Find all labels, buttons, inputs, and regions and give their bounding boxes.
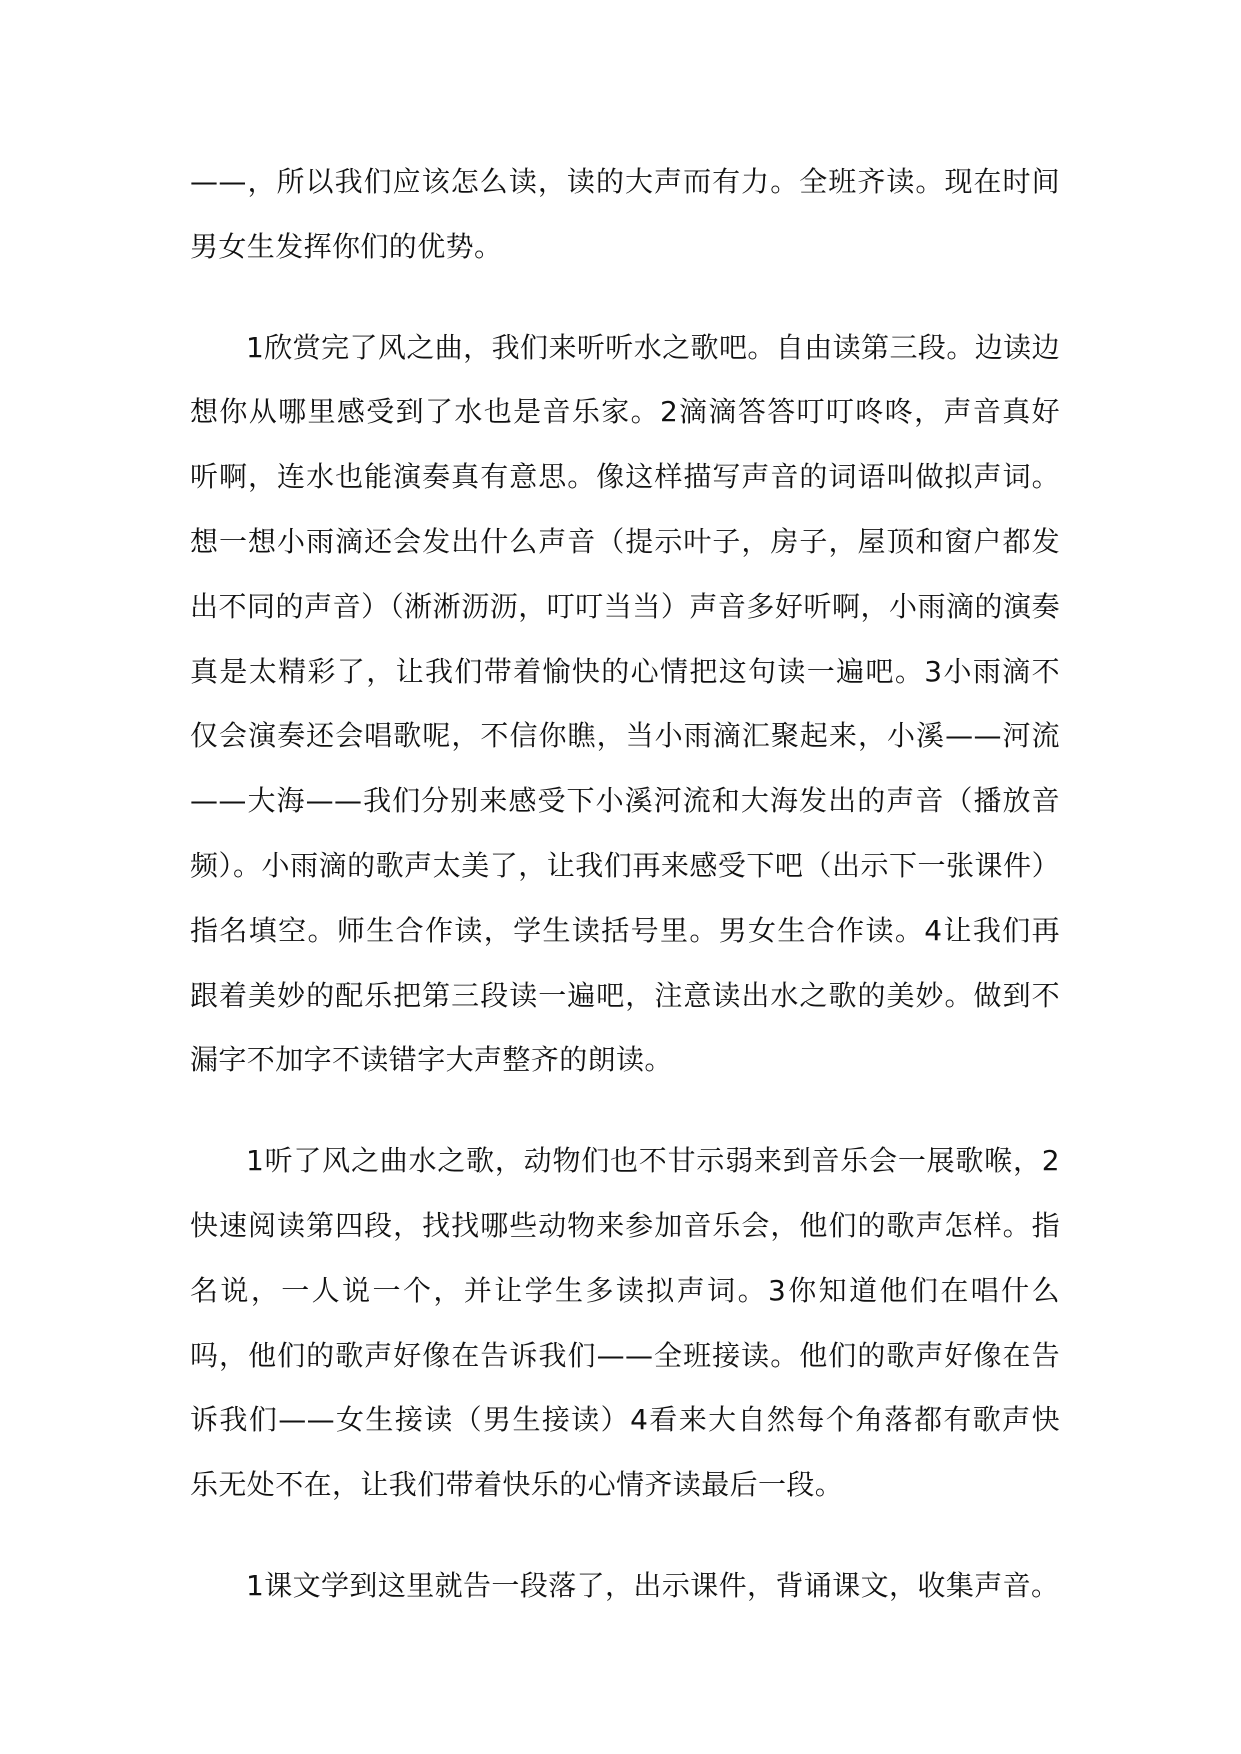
paragraph-3: 1听了风之曲水之歌，动物们也不甘示弱来到音乐会一展歌喉，2快速阅读第四段，找找哪些动物来参加音乐会，他们的歌声怎样。指名说，一人说一个，并让学生多读拟声词。3你知道他们在唱什么吗，他们的歌声好像在告诉我们——全班接读。他们的歌声好像在告诉我们——女生接读（男生接读）4看来大自然每个角落都有歌声快乐无处不在，让我们带着快乐的心情齐读最后一段。 [190,1144,1060,1502]
paragraph-2: 1欣赏完了风之曲，我们来听听水之歌吧。自由读第三段。边读边想你从哪里感受到了水也是音乐家。2滴滴答答叮叮咚咚，声音真好听啊，连水也能演奏真有意思。像这样描写声音的词语叫做拟声词。想一想小雨滴还会发出什么声音（提示叶子，房子，屋顶和窗户都发出不同的声音）（淅淅沥沥，叮叮当当）声音多好听啊，小雨滴的演奏真是太精彩了，让我们带着愉快的心情把这句读一遍吧。3小雨滴不仅会演奏还会唱歌呢，不信你瞧，当小雨滴汇聚起来，小溪——河流——大海——我们分别来感受下小溪河流和大海发出的声音（播放音频）。小雨滴的歌声太美了，让我们再来感受下吧（出示下一张课件）指名填空。师生合作读，学生读括号里。男女生合作读。4让我们再跟着美妙的配乐把第三段读一遍吧，注意读出水之歌的美妙。做到不漏字不加字不读错字大声整齐的朗读。 [190,330,1060,1077]
paragraph-1: ——，所以我们应该怎么读，读的大声而有力。全班齐读。现在时间男女生发挥你们的优势。 [190,165,1060,263]
paragraph-4: 1课文学到这里就告一段落了，出示课件，背诵课文，收集声音。 [246,1568,1060,1602]
document-page [190,150,1060,1619]
